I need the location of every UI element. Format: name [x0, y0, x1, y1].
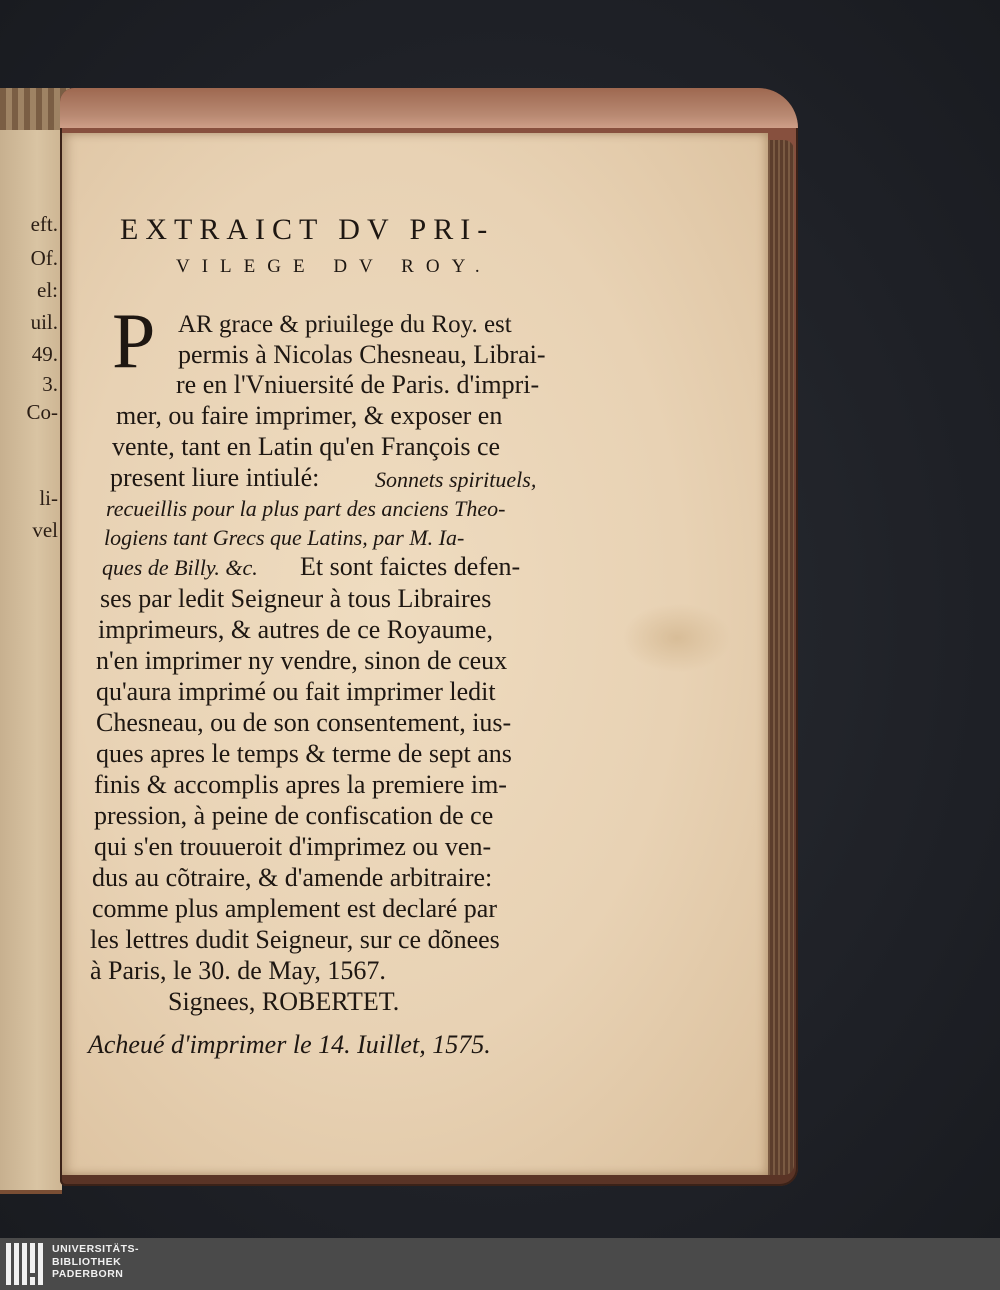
text-line: imprimeurs, & autres de ce Royaume, — [98, 615, 493, 644]
italic-title: recueillis pour la plus part des anciens Theo- — [106, 496, 506, 521]
italic-title: ques de Billy. &c. — [102, 555, 258, 580]
left-margin-fragment: li- — [39, 486, 58, 510]
italic-title: Sonnets spirituels, — [375, 467, 537, 492]
left-margin-fragment: el: — [37, 278, 58, 302]
text-line: les lettres dudit Seigneur, sur ce dõnees — [90, 925, 500, 954]
text-line: present liure intiulé: — [110, 463, 320, 492]
left-margin-fragment: vel — [32, 518, 58, 542]
left-margin-fragment: eft. — [30, 212, 58, 236]
text-line: vente, tant en Latin qu'en François ce — [112, 432, 501, 461]
page-title: EXTRAICT DV PRI- — [120, 213, 495, 246]
text-line: ques apres le temps & terme de sept ans — [96, 739, 512, 768]
text-line: n'en imprimer ny vendre, sinon de ceux — [96, 646, 508, 675]
cover-top-edge — [60, 88, 798, 128]
left-margin-fragment: Co- — [26, 400, 58, 424]
left-margin-fragment: 3. — [42, 372, 58, 396]
text-line: mer, ou faire imprimer, & exposer en — [116, 401, 503, 430]
text-line: Chesneau, ou de son consentement, ius- — [96, 708, 512, 737]
italic-title: logiens tant Grecs que Latins, par M. Ia- — [104, 525, 465, 550]
text-line: qui s'en trouueroit d'imprimez ou ven- — [94, 832, 492, 861]
text-line: Et sont faictes defen- — [300, 552, 521, 581]
library-name-line: BIBLIOTHEK — [52, 1255, 122, 1268]
library-logo-icon — [6, 1243, 44, 1285]
left-margin-fragment: Of. — [30, 246, 58, 270]
text-line: dus au cõtraire, & d'amende arbitraire: — [92, 863, 493, 892]
text-line: AR grace & priuilege du Roy. est — [178, 311, 512, 338]
text-line: finis & accomplis apres la premiere im- — [94, 770, 507, 799]
page-fore-edge — [768, 140, 794, 1175]
library-name-line: UNIVERSITÄTS- — [52, 1243, 140, 1255]
colophon: Acheué d'imprimer le 14. Iuillet, 1575. — [88, 1030, 491, 1059]
text-line: à Paris, le 30. de May, 1567. — [90, 956, 386, 985]
left-margin-fragment: uil. — [30, 310, 58, 334]
text-line: ses par ledit Seigneur à tous Libraires — [100, 584, 492, 613]
left-page — [0, 130, 62, 1194]
drop-cap: P — [112, 297, 156, 384]
library-footer — [0, 1238, 1000, 1290]
page-subtitle: VILEGE DV ROY. — [176, 256, 492, 277]
library-name — [52, 1243, 139, 1281]
left-margin-fragment: 49. — [31, 342, 58, 366]
text-line: qu'aura imprimé ou fait imprimer ledit — [96, 677, 496, 706]
library-name-line: PADERBORN — [52, 1268, 124, 1280]
text-line: pression, à peine de confiscation de ce — [94, 801, 494, 830]
text-line: re en l'Vniuersité de Paris. d'impri- — [176, 370, 540, 399]
text-line: comme plus amplement est declaré par — [92, 894, 498, 923]
text-line: permis à Nicolas Chesneau, Librai- — [178, 340, 546, 369]
signature-line: Signees, ROBERTET. — [168, 987, 400, 1016]
paper-stain — [622, 603, 732, 673]
